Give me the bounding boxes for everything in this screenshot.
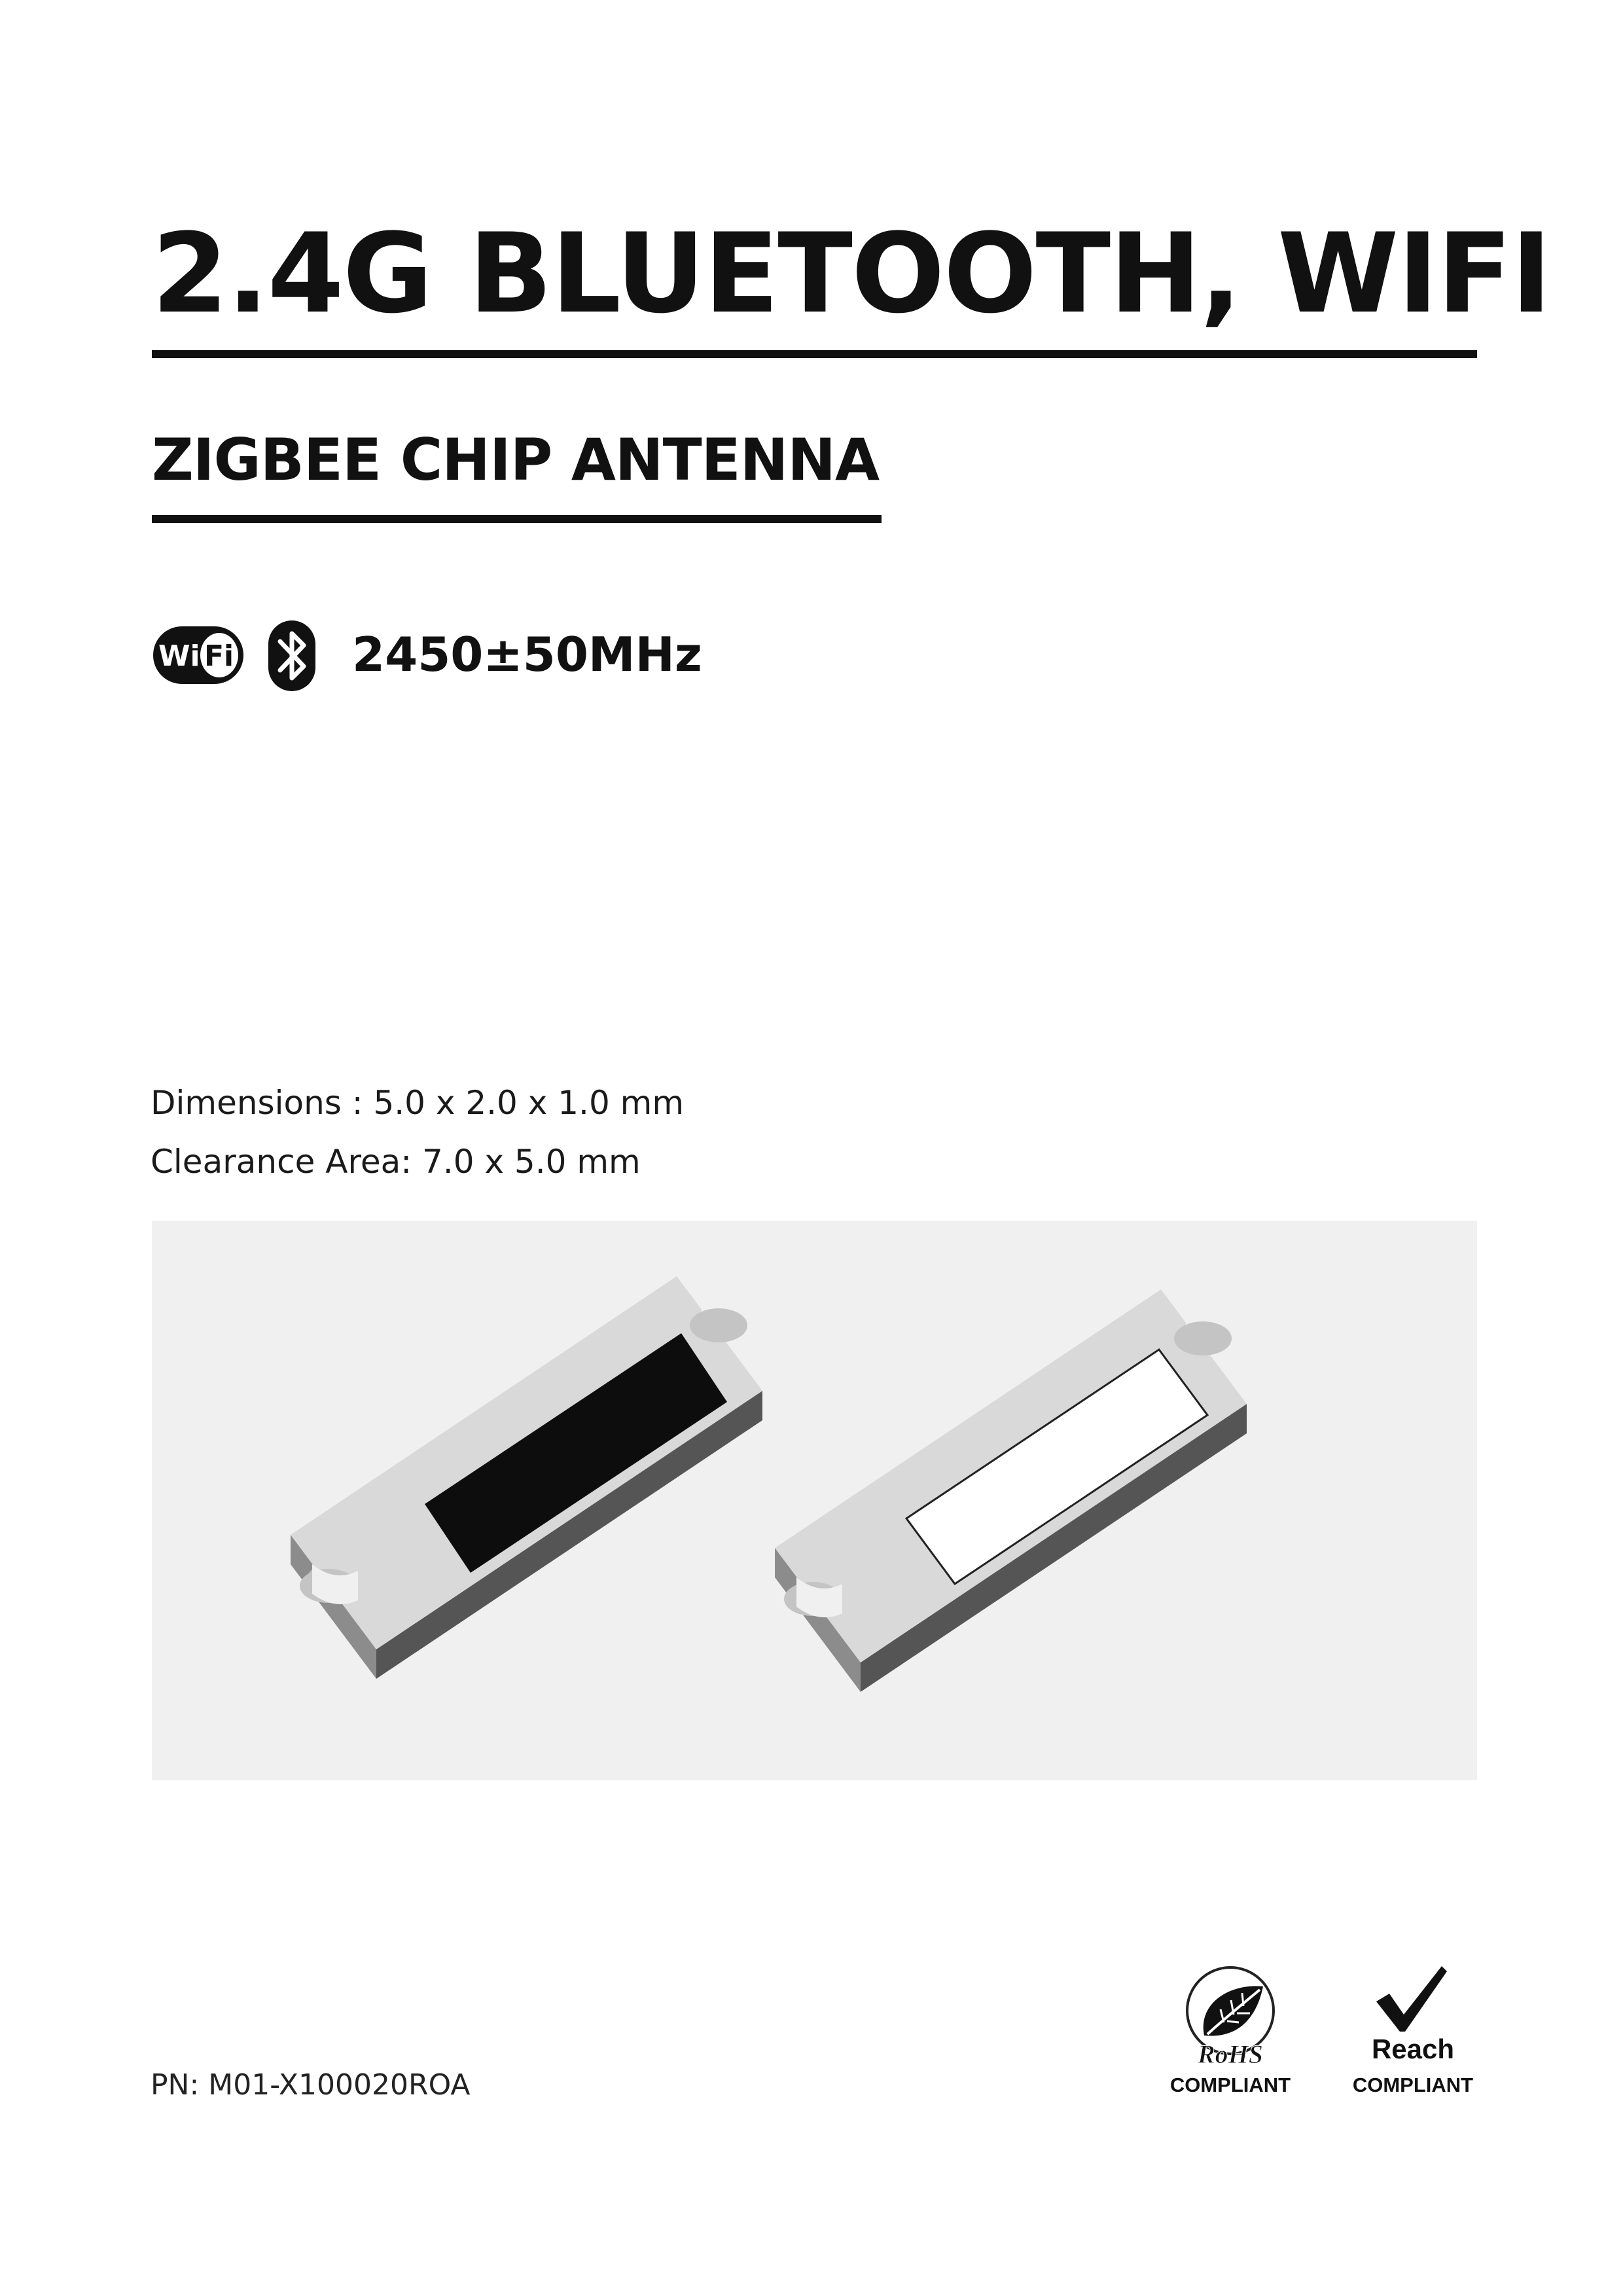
rohs-compliant-label: COMPLIANT (1169, 2073, 1291, 2096)
bluetooth-icon (267, 619, 317, 692)
svg-text:Wi: Wi (158, 639, 200, 673)
dimensions-spec: Dimensions : 5.0 x 2.0 x 1.0 mm (151, 1084, 685, 1122)
frequency-range: 2450±50MHz (352, 627, 702, 682)
page-title: 2.4G BLUETOOTH, WIFI (152, 209, 1551, 338)
chip-antenna-illustration (152, 1221, 1477, 1780)
chip-antenna-top-view-black (291, 1276, 762, 1679)
page-subtitle: ZIGBEE CHIP ANTENNA (152, 426, 880, 493)
wifi-icon (152, 625, 245, 685)
rohs-logo (1178, 1964, 1283, 2068)
reach-compliant-label: COMPLIANT (1352, 2073, 1474, 2096)
subtitle-underline (152, 515, 882, 523)
product-image-panel (152, 1221, 1477, 1780)
title-underline (152, 350, 1477, 358)
svg-text:RoHS: RoHS (1197, 2039, 1264, 2068)
part-number: PN: M01-X100020ROA (151, 2068, 471, 2102)
svg-text:Fi: Fi (204, 639, 234, 673)
reach-logo-text: Reach (1371, 2034, 1455, 2064)
chip-antenna-bottom-view-white (775, 1289, 1247, 1692)
checkmark-icon (1371, 1964, 1450, 2034)
clearance-area-spec: Clearance Area: 7.0 x 5.0 mm (151, 1143, 641, 1181)
